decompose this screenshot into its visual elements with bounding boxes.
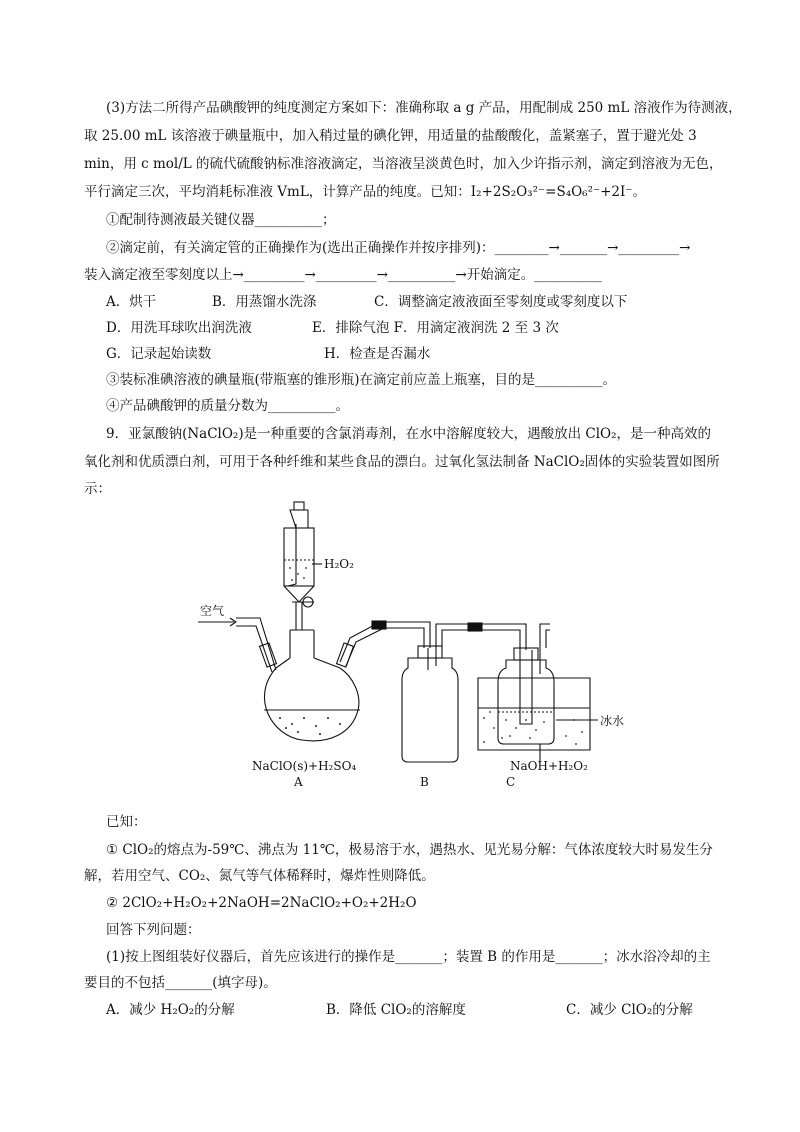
- answer-option-c: C．减少 ClO₂的分解: [566, 1002, 693, 1018]
- q3-sub-question-2b: 装入滴定液至零刻度以上→_________→_________→__________→开始滴定。__________: [84, 267, 602, 283]
- option-d: D．用洗耳球吹出润洗液: [106, 320, 252, 336]
- known-1a: ① ClO₂的熔点为-59℃、沸点为 11℃，极易溶于水，遇热水、见光易分解：气体浓度较大时易发生分: [106, 842, 713, 858]
- three-neck-flask: [264, 630, 360, 741]
- answer-option-b: B．降低 ClO₂的溶解度: [326, 1002, 466, 1018]
- option-g: G．记录起始读数: [106, 346, 212, 362]
- apparatus-diagram: [180, 498, 625, 790]
- ice-water-bath: [478, 678, 590, 750]
- dropping-funnel: [284, 502, 314, 630]
- tube-connector-1: [372, 621, 386, 629]
- q3-sub-question-2a: ②滴定前，有关滴定管的正确操作为(选出正确操作并按序排列)：________→_______→_________→: [106, 240, 691, 256]
- answer-title: 回答下列问题：: [106, 922, 201, 938]
- q3-line-1: (3)方法二所得产品碘酸钾的纯度测定方案如下：准确称取 a g 产品，用配制成 250 mL 溶液作为待测液，: [106, 100, 742, 116]
- q9-line-2: 氧化剂和优质漂白剂，可用于各种纤维和某些食品的漂白。过氧化氢法制备 NaClO₂固体的实验装置如图所: [84, 454, 720, 470]
- option-a: A．烘干: [106, 294, 157, 310]
- q3-line-3: min，用 c mol/L 的硫代硫酸钠标准溶液滴定，当溶液呈淡黄色时，加入少许指示剂，滴定到溶液为无色，: [84, 156, 723, 172]
- q3-sub-question-1: ①配制待测液最关键仪器__________；: [106, 212, 336, 228]
- q9-line-3: 示：: [84, 481, 111, 497]
- answer-part-1a: (1)按上图组装好仪器后，首先应该进行的操作是_______；装置 B 的作用是_______；冰水浴冷却的主: [106, 949, 711, 965]
- reagent-a-label: NaClO(s)+H₂SO₄: [252, 759, 357, 773]
- option-b: B．用蒸馏水洗涤: [212, 294, 317, 310]
- q3-sub-question-4: ④产品碘酸钾的质量分数为__________。: [106, 398, 349, 414]
- h2o2-label: H₂O₂: [324, 557, 354, 571]
- ice-water-label: 冰水: [600, 714, 625, 728]
- tube-connector-2: [468, 623, 482, 631]
- q3-sub-question-3: ③装标准碘溶液的碘量瓶(带瓶塞的锥形瓶)在滴定前应盖上瓶塞，目的是__________。: [106, 372, 617, 388]
- apparatus-a-label: A: [294, 775, 303, 789]
- option-h: H．检查是否漏水: [324, 346, 431, 362]
- bottle-b: [402, 646, 458, 762]
- tube-b-c: [436, 624, 470, 648]
- air-label: 空气: [200, 604, 225, 618]
- answer-part-1b: 要目的不包括_______(填字母)。: [84, 975, 277, 991]
- known-title: 已知：: [106, 814, 147, 830]
- tube-a-b: [398, 622, 430, 648]
- q3-line-4: 平行滴定三次，平均消耗标准液 VmL，计算产品的纯度。已知：I₂+2S₂O₃²⁻=S₄O₆²⁻+2I⁻。: [84, 184, 646, 200]
- q3-line-2: 取 25.00 mL 该溶液于碘量瓶中，加入稍过量的碘化钾，用适量的盐酸酸化，盖紧塞子，置于避光处 3: [84, 128, 697, 144]
- known-2: ② 2ClO₂+H₂O₂+2NaOH=2NaClO₂+O₂+2H₂O: [106, 895, 417, 911]
- apparatus-c-label: C: [506, 775, 516, 789]
- known-1b: 解，若用空气、CO₂、氮气等气体稀释时，爆炸性则降低。: [84, 868, 435, 884]
- apparatus-b-label: B: [420, 775, 429, 789]
- reagent-c-label: NaOH+H₂O₂: [510, 759, 588, 773]
- q9-line-1: 9．亚氯酸钠(NaClO₂)是一种重要的含氯消毒剂，在水中溶解度较大，遇酸放出 ClO₂，是一种高效的: [106, 426, 712, 442]
- option-e-f: E．排除气泡 F．用滴定液润洗 2 至 3 次: [312, 320, 559, 336]
- answer-option-a: A．减少 H₂O₂的分解: [106, 1002, 235, 1018]
- option-c: C．调整滴定液液面至零刻度或零刻度以下: [374, 294, 628, 310]
